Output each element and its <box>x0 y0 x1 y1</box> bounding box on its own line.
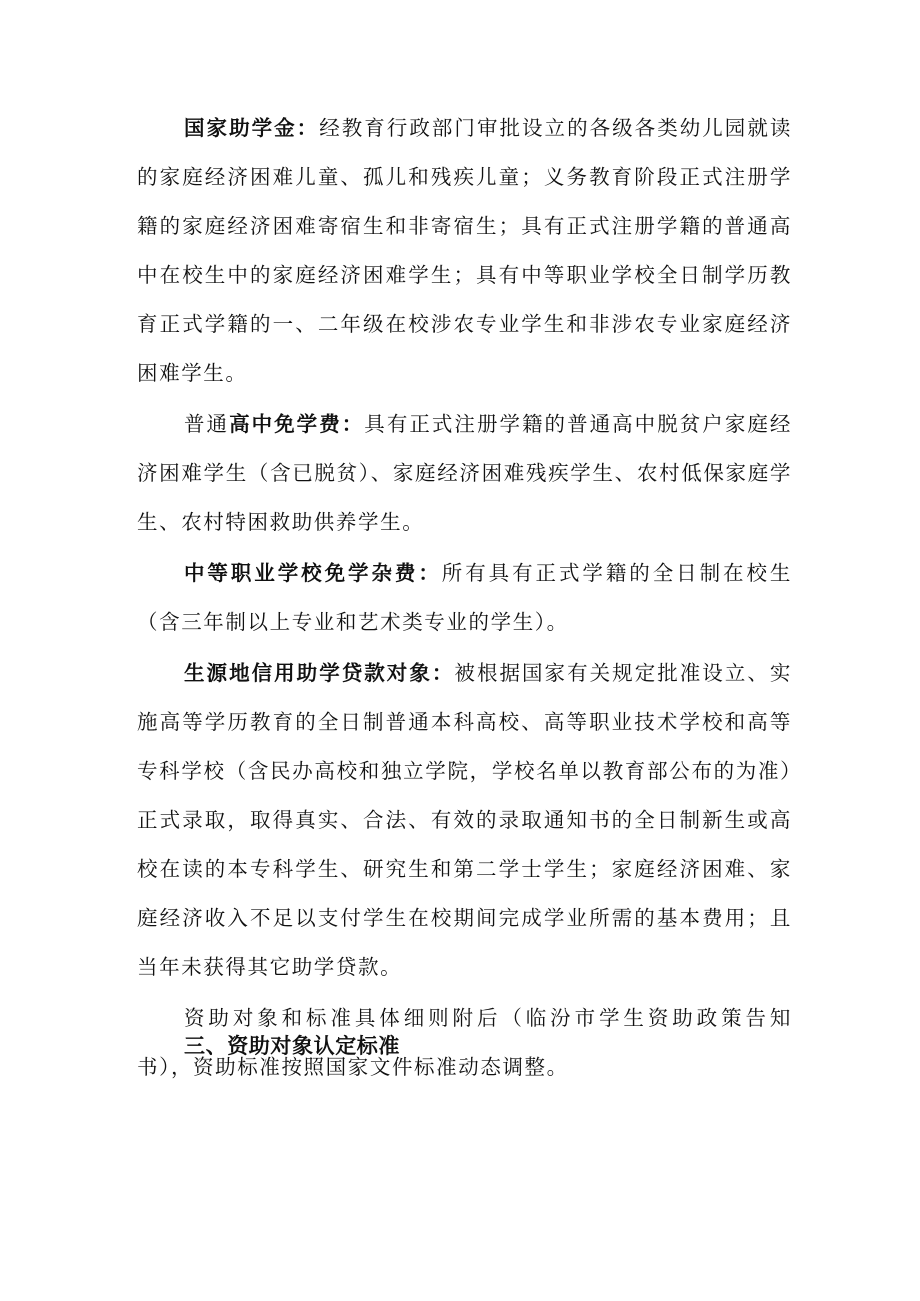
paragraph-high-school-tuition-exemption <box>137 400 792 547</box>
paragraph-text: 被根据国家有关规定批准设立、实施高等学历教育的全日制普通本科高校、高等职业技术学校和高等专科学校（含民办高校和独立学院，学校名单以教育部公布的为准）正式录取，取得真实、合法、有效的录取通知书的全日制新生或高校在读的本专科学生、研究生和第二学士学生；家庭经济困难、家庭经济收入不足以支付学生在校期间完成学业所需的基本费用；且当年未获得其它助学贷款。 <box>137 661 793 979</box>
paragraph-text: 所有具有正式学籍的全日制在校生（含三年制以上专业和艺术类专业的学生）。 <box>137 561 792 634</box>
paragraph-lead: 国家助学金： <box>184 116 320 140</box>
paragraph-lead: 中等职业学校免学杂费： <box>184 561 442 585</box>
paragraph-text: 经教育行政部门审批设立的各级各类幼儿园就读的家庭经济困难儿童、孤儿和残疾儿童；义务教育阶段正式注册学籍的家庭经济困难寄宿生和非寄宿生；具有正式注册学籍的普通高中在校生中的家庭经济困难学生；具有中等职业学校全日制学历教育正式学籍的一、二年级在校涉农专业学生和非涉农专业家庭经济困难学生。 <box>137 116 792 385</box>
paragraph-text: 具有正式注册学籍的普通高中脱贫户家庭经济困难学生（含已脱贫）、家庭经济困难残疾学生、农村低保家庭学生、农村特困救助供养学生。 <box>137 412 792 534</box>
paragraph-prefix: 普通 <box>184 412 230 436</box>
paragraph-text: 资助对象和标准具体细则附后（临汾市学生资助政策告知书），资助标准按照国家文件标准动态调整。 <box>137 1006 792 1079</box>
paragraph-student-loan <box>137 649 792 992</box>
paragraph-vocational-fee-exemption <box>137 549 792 647</box>
paragraph-lead: 生源地信用助学贷款对象： <box>184 661 455 685</box>
paragraph-lead: 高中免学费： <box>229 412 365 436</box>
section-heading: 三、资助对象认定标准 <box>184 1034 400 1058</box>
paragraph-national-grant <box>137 104 792 398</box>
document-body <box>137 104 792 1093</box>
